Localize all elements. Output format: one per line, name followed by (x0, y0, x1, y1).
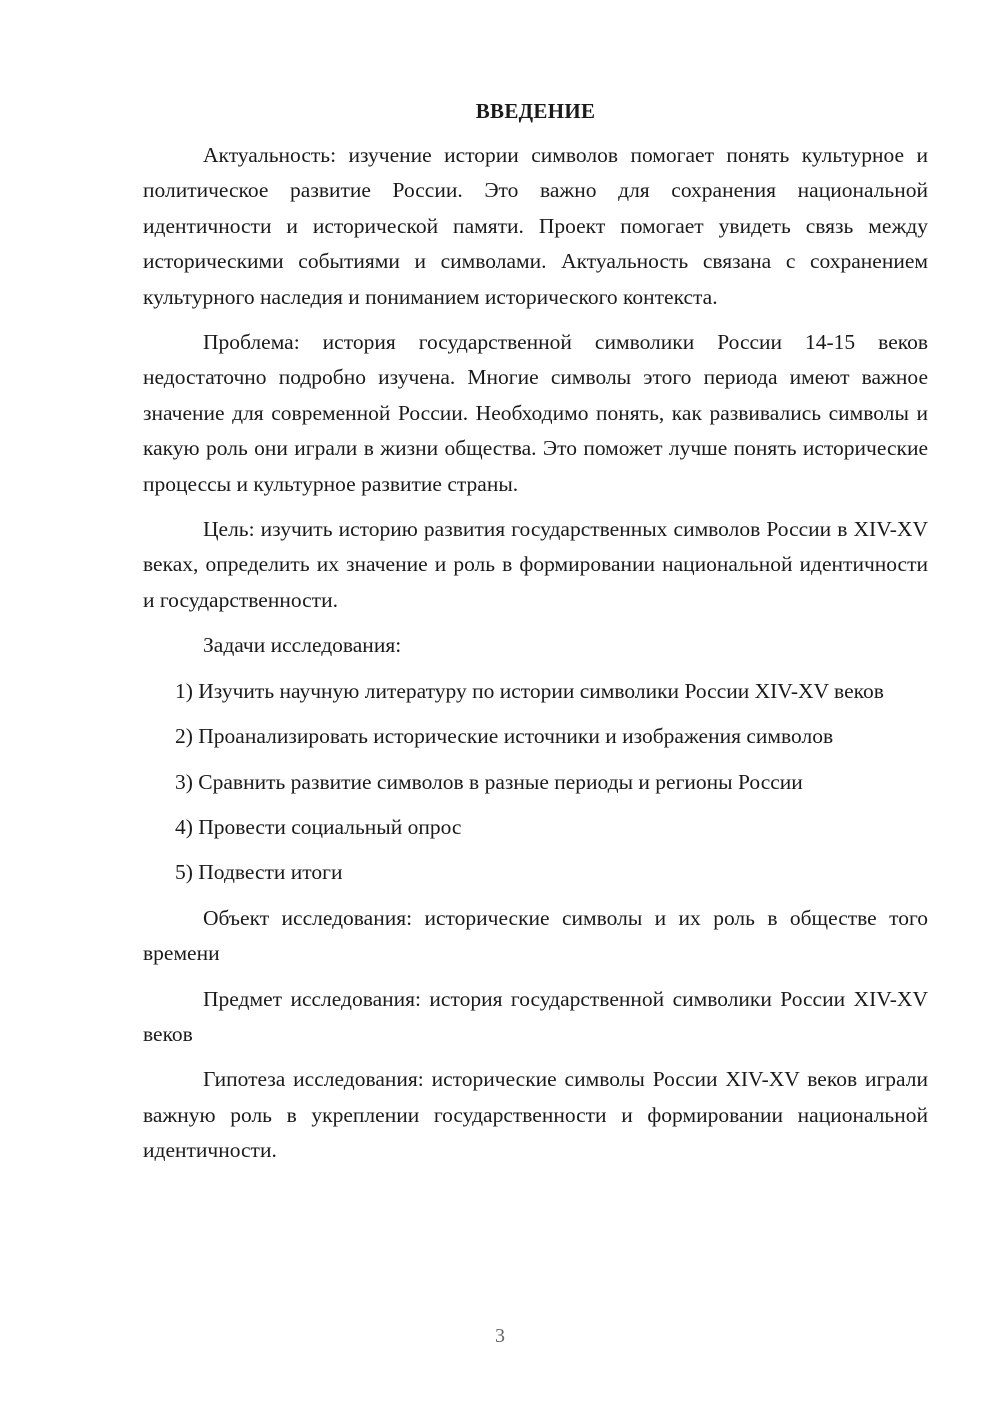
document-page (143, 96, 928, 1179)
page-number: 3 (495, 1325, 505, 1347)
list-item: 4) Провести социальный опрос (175, 814, 462, 839)
paragraph-hypothesis: Гипотеза исследования: исторические символы России XIV-XV веков играли важную роль в укреплении государственности и формировании национальной идентичности. (143, 1067, 928, 1163)
paragraph-relevance: Актуальность: изучение истории символов помогает понять культурное и политическое развитие России. Это важно для сохранения национальной идентичности и исторической памяти. Проект помогает увидеть связь между историческими событиями и символами. Актуальность связана с сохранением культурного наследия и пониманием исторического контекста. (143, 143, 928, 309)
list-item: 5) Подвести итоги (175, 860, 343, 885)
tasks-list (143, 674, 928, 891)
paragraph-object: Объект исследования: исторические символы и их роль в обществе того времени (143, 905, 928, 966)
list-item: 1) Изучить научную литературу по истории символики России XIV-XV веков (175, 678, 884, 703)
document-title: ВВЕДЕНИЕ (475, 99, 596, 123)
list-item: 3) Сравнить развитие символов в разные периоды и регионы России (175, 769, 803, 794)
paragraph-goal: Цель: изучить историю развития государственных символов России в XIV-XV веках, определить их значение и роль в формировании национальной идентичности и государственности. (143, 517, 928, 612)
paragraph-subject: Предмет исследования: история государственной символики России XIV-XV веков (143, 986, 928, 1046)
tasks-heading: Задачи исследования: (203, 633, 402, 658)
list-item: 2) Проанализировать исторические источники и изображения символов (175, 724, 834, 749)
paragraph-problem: Проблема: история государственной символики России 14-15 веков недостаточно подробно изучена. Многие символы этого периода имеют важное значение для современной России. Необходимо понять, как развивались символы и какую роль они играли в жизни общества. Это поможет лучше понять исторические процессы и культурное развитие страны. (143, 330, 928, 496)
